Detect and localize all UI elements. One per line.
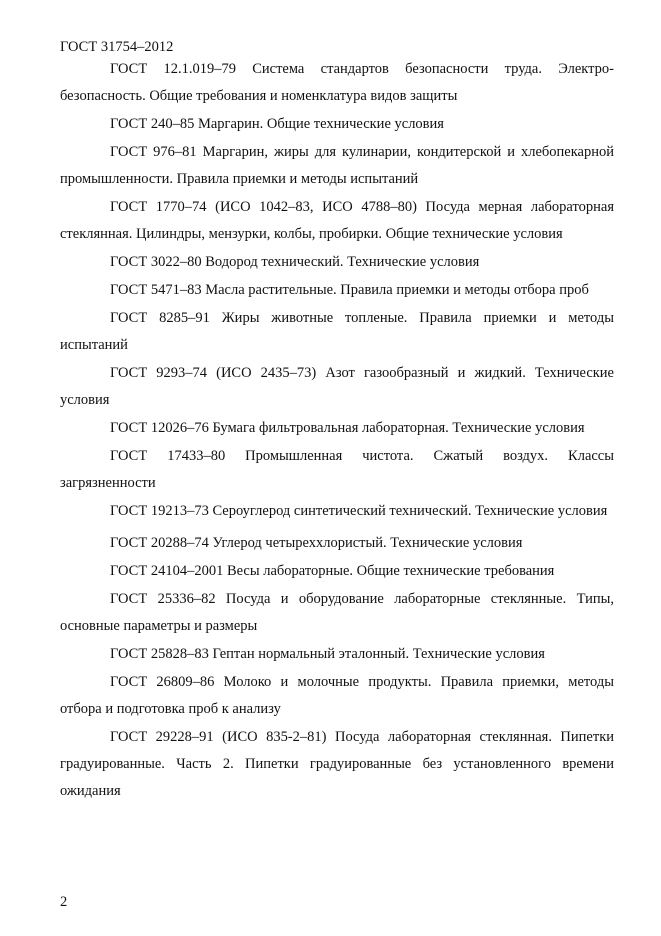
- reference-entry: ГОСТ 12026–76 Бумага фильтровальная лабораторная. Технические условия: [110, 420, 585, 436]
- reference-entry: ГОСТ 25336–82 Посуда и оборудование лабораторные стеклянные. Типы, основные параметры и размеры: [60, 591, 614, 634]
- reference-entry: ГОСТ 25828–83 Гептан нормальный эталонный. Технические условия: [110, 646, 545, 662]
- reference-entry: ГОСТ 240–85 Маргарин. Общие технические условия: [110, 116, 444, 132]
- page-number: 2: [60, 894, 68, 910]
- reference-entry: ГОСТ 20288–74 Углерод четыреххлористый. Технические условия: [110, 535, 523, 551]
- reference-entry: ГОСТ 5471–83 Масла растительные. Правила приемки и методы отбора проб: [110, 282, 589, 298]
- reference-entry: ГОСТ 12.1.019–79 Система стандартов безопасности труда. Электро-безопасность. Общие требования и номенклатура видов защиты: [60, 61, 614, 104]
- reference-entry: ГОСТ 3022–80 Водород технический. Технические условия: [110, 254, 480, 270]
- reference-entry: ГОСТ 29228–91 (ИСО 835-2–81) Посуда лабораторная стеклянная. Пипетки градуированные. Часть 2. Пипетки градуированные без установленного времени ожидания: [60, 729, 614, 799]
- reference-entry: ГОСТ 24104–2001 Весы лабораторные. Общие технические требования: [110, 563, 555, 579]
- document-header-code: ГОСТ 31754–2012: [60, 39, 174, 55]
- reference-entry: ГОСТ 19213–73 Сероуглерод синтетический технический. Технические условия: [110, 503, 608, 519]
- reference-entry: ГОСТ 17433–80 Промышленная чистота. Сжатый воздух. Классы загрязненности: [60, 448, 614, 491]
- normative-references-list: [60, 56, 614, 805]
- reference-entry: ГОСТ 9293–74 (ИСО 2435–73) Азот газообразный и жидкий. Технические условия: [60, 365, 614, 408]
- reference-entry: ГОСТ 976–81 Маргарин, жиры для кулинарии, кондитерской и хлебопекарной промышленности. Правила приемки и методы испытаний: [60, 144, 614, 187]
- reference-entry: ГОСТ 8285–91 Жиры животные топленые. Правила приемки и методы испытаний: [60, 310, 614, 353]
- reference-entry: ГОСТ 26809–86 Молоко и молочные продукты. Правила приемки, методы отбора и подготовка проб к анализу: [60, 674, 614, 717]
- reference-entry: ГОСТ 1770–74 (ИСО 1042–83, ИСО 4788–80) Посуда мерная лабораторная стеклянная. Цилиндры, мензурки, колбы, пробирки. Общие технические условия: [60, 199, 614, 242]
